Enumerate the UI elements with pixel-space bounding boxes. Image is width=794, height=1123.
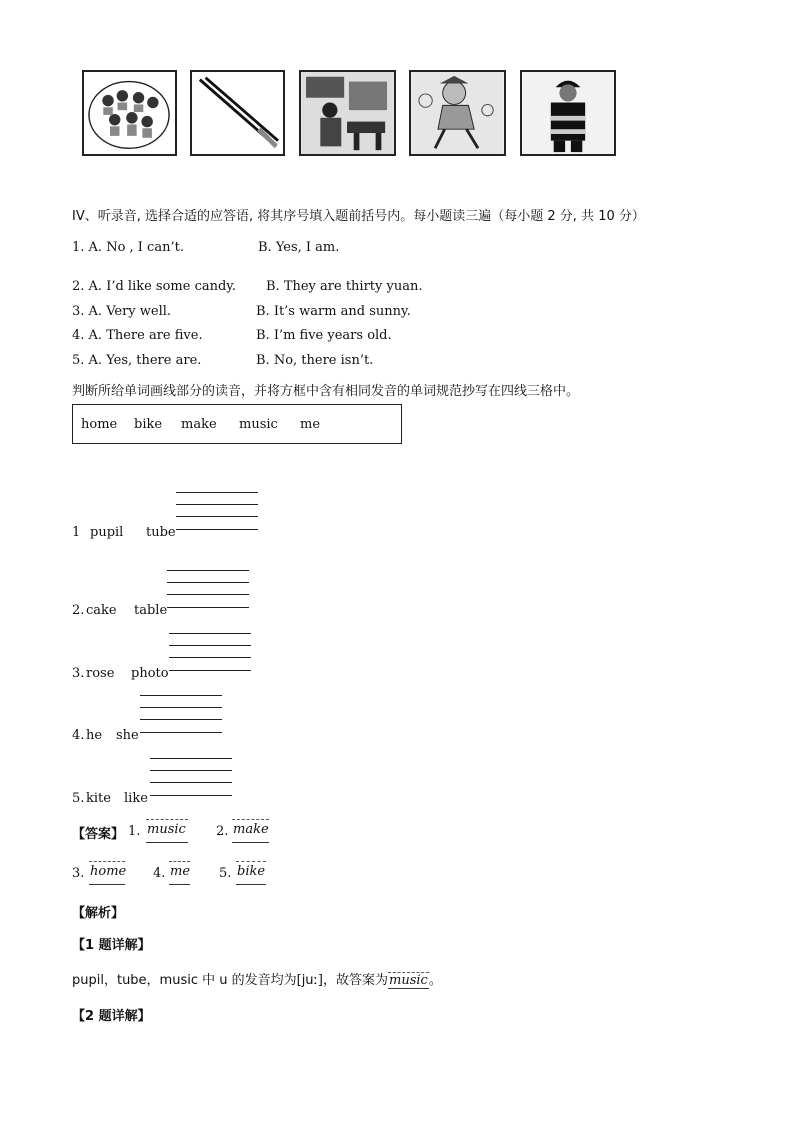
phonics-question-number: 3. <box>72 666 85 681</box>
phonics-word: kite <box>86 791 111 806</box>
analysis-label: 【解析】 <box>72 906 125 921</box>
phonics-word: she <box>116 728 139 743</box>
box-word: home <box>81 417 118 432</box>
section-4-title: IV、听录音, 选择合适的应答语, 将其序号填入题前括号内。每小题读三遍（每小题 2 分, 共 10 分） <box>72 209 645 224</box>
detail-1-text: pupil，tube，music 中 u 的发音均为[juː]，故答案为 <box>72 973 388 988</box>
phonics-instruction: 判断所给单词画线部分的读音，并将方框中含有相同发音的单词规范抄写在四线三格中。 <box>72 384 580 399</box>
chopsticks-image <box>190 70 285 156</box>
answer-word: bike <box>237 864 266 879</box>
writing-lines <box>169 633 251 671</box>
answer-number: 5. <box>219 866 232 881</box>
writing-lines <box>150 758 232 796</box>
question-3-option-b: B. It’s warm and sunny. <box>256 304 411 319</box>
phonics-word: pupil <box>90 525 124 540</box>
phonics-word: like <box>124 791 148 806</box>
firefighter-image <box>520 70 616 156</box>
answer-label: 【答案】 <box>72 827 125 842</box>
writing-lines <box>176 492 258 530</box>
question-4-option-a: 4. A. There are five. <box>72 328 203 343</box>
phonics-word: photo <box>131 666 169 681</box>
phonics-word: tube <box>146 525 176 540</box>
question-5-option-a: 5. A. Yes, there are. <box>72 353 202 368</box>
answer-word: me <box>170 864 191 879</box>
writing-lines <box>140 695 222 733</box>
question-5-option-b: B. No, there isn’t. <box>256 353 374 368</box>
family-photo-image <box>82 70 177 156</box>
detail-2-label: 【2 题详解】 <box>72 1009 151 1024</box>
word-box <box>72 404 402 444</box>
phonics-question-number: 4. <box>72 728 85 743</box>
detail-1-text-line <box>72 969 442 989</box>
box-word: me <box>300 417 321 432</box>
writing-lines <box>167 570 249 608</box>
running-girl-image <box>409 70 506 156</box>
question-1-option-b: B. Yes, I am. <box>258 240 340 255</box>
answer-word: home <box>90 864 127 879</box>
answer-word: make <box>233 822 269 837</box>
detail-1-label: 【1 题详解】 <box>72 938 151 953</box>
phonics-question-number: 5. <box>72 791 85 806</box>
detail-1-answer: music <box>389 973 428 988</box>
box-word: bike <box>134 417 163 432</box>
classroom-image <box>299 70 396 156</box>
phonics-question-number: 2. <box>72 603 85 618</box>
question-2-option-a: 2. A. I’d like some candy. <box>72 279 237 294</box>
phonics-word: table <box>134 603 168 618</box>
question-2-option-b: B. They are thirty yuan. <box>266 279 423 294</box>
question-3-option-a: 3. A. Very well. <box>72 304 172 319</box>
answer-number: 1. <box>128 824 141 839</box>
answer-word: music <box>147 822 186 837</box>
phonics-question-number: 1 <box>72 525 81 540</box>
box-word: make <box>181 417 217 432</box>
phonics-word: rose <box>86 666 115 681</box>
phonics-word: cake <box>86 603 117 618</box>
box-word: music <box>239 417 278 432</box>
detail-1-end: 。 <box>428 973 442 988</box>
phonics-word: he <box>86 728 103 743</box>
answer-number: 4. <box>153 866 166 881</box>
question-4-option-b: B. I’m five years old. <box>256 328 392 343</box>
answer-number: 3. <box>72 866 85 881</box>
answer-number: 2. <box>216 824 229 839</box>
question-1-option-a: 1. A. No , I can’t. <box>72 240 184 255</box>
